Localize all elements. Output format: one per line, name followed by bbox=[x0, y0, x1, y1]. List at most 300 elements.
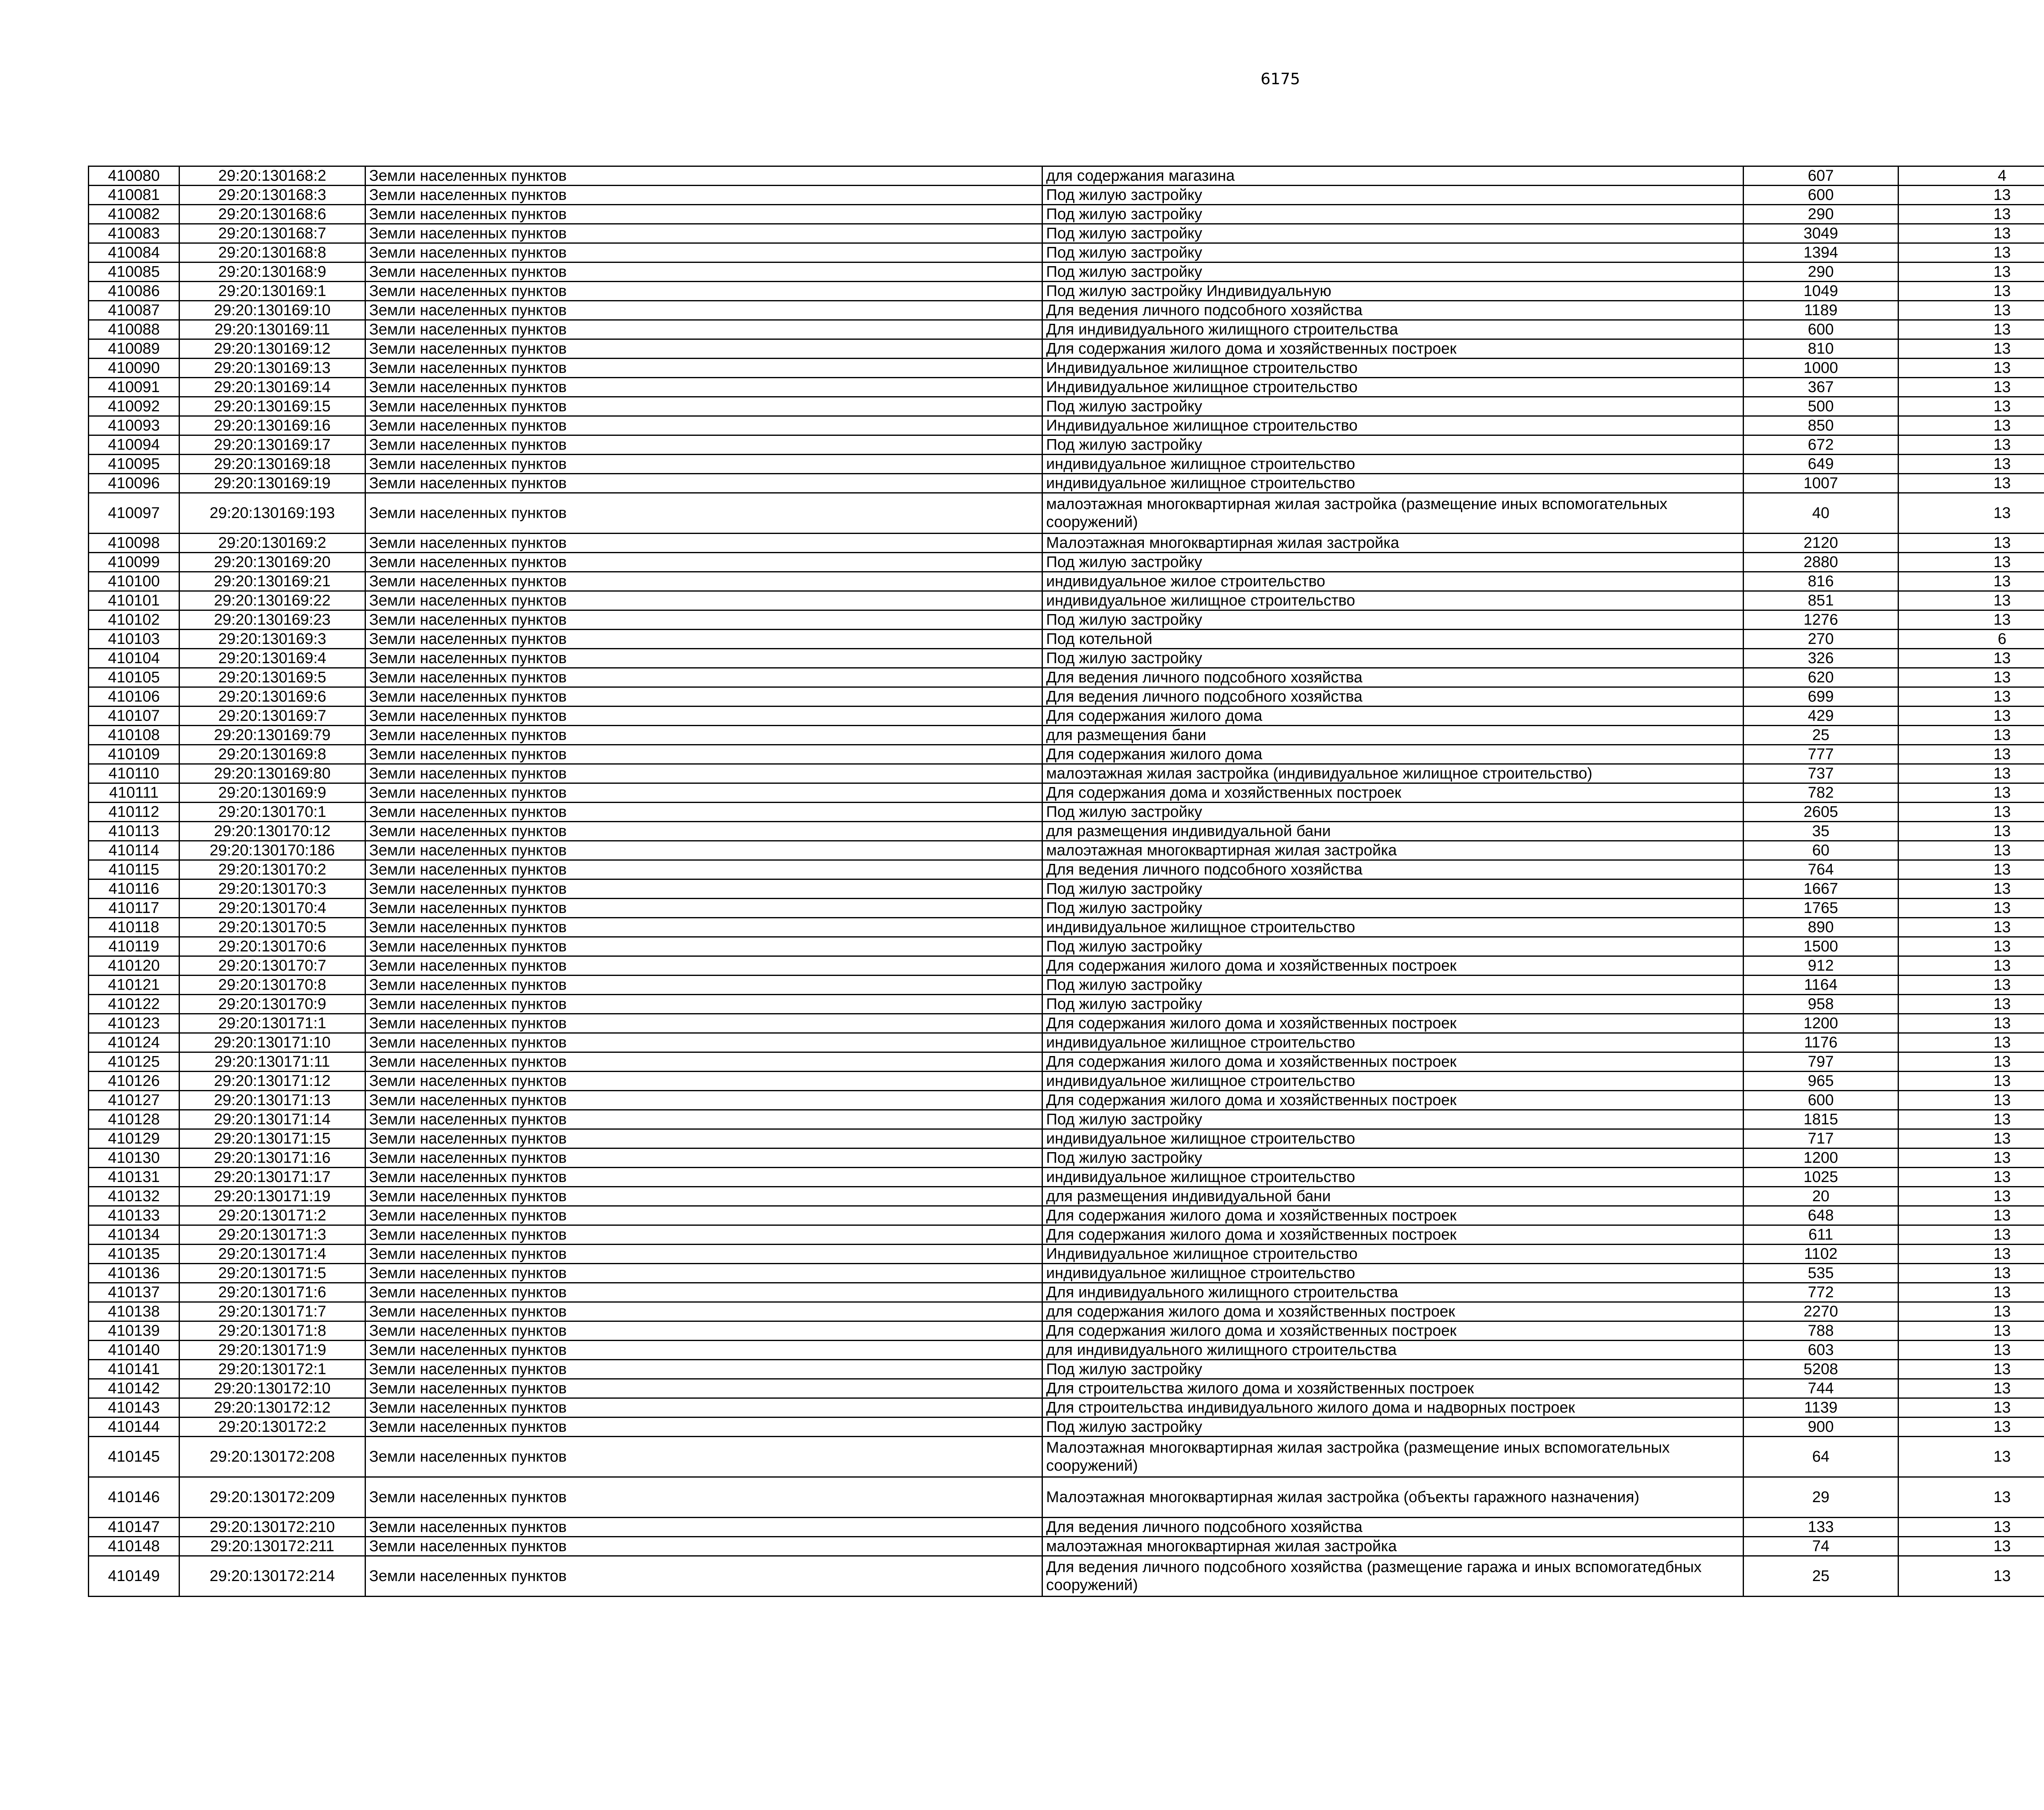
cadastral-number-cell: 29:20:130170:12 bbox=[179, 822, 365, 841]
area-cell: 890 bbox=[1744, 918, 1898, 937]
group-number-cell: 13 bbox=[1898, 841, 2044, 860]
area-cell: 74 bbox=[1744, 1537, 1898, 1556]
table-row bbox=[89, 803, 2044, 822]
area-cell: 500 bbox=[1744, 397, 1898, 416]
group-number-cell: 13 bbox=[1898, 1206, 2044, 1225]
land-category-cell: Земли населенных пунктов bbox=[365, 378, 1042, 397]
area-cell: 782 bbox=[1744, 783, 1898, 803]
area-cell: 1200 bbox=[1744, 1148, 1898, 1168]
row-number-cell: 410142 bbox=[89, 1379, 179, 1398]
group-number-cell: 13 bbox=[1898, 243, 2044, 262]
land-category-cell: Земли населенных пунктов bbox=[365, 1302, 1042, 1321]
land-category-cell: Земли населенных пунктов bbox=[365, 687, 1042, 707]
table-row bbox=[89, 1556, 2044, 1597]
land-category-cell: Земли населенных пунктов bbox=[365, 860, 1042, 879]
row-number-cell: 410132 bbox=[89, 1187, 179, 1206]
group-number-cell: 13 bbox=[1898, 339, 2044, 359]
row-number-cell: 410094 bbox=[89, 435, 179, 455]
cadastral-number-cell: 29:20:130171:1 bbox=[179, 1014, 365, 1033]
row-number-cell: 410107 bbox=[89, 707, 179, 726]
table-row bbox=[89, 822, 2044, 841]
group-number-cell: 13 bbox=[1898, 1341, 2044, 1360]
table-row bbox=[89, 301, 2044, 320]
group-number-cell: 13 bbox=[1898, 1379, 2044, 1398]
group-number-cell: 13 bbox=[1898, 1168, 2044, 1187]
table-row bbox=[89, 166, 2044, 186]
cadastral-number-cell: 29:20:130168:2 bbox=[179, 166, 365, 186]
group-number-cell: 13 bbox=[1898, 1398, 2044, 1417]
permitted-use-cell: Для индивидуального жилищного строительства bbox=[1042, 320, 1744, 339]
group-number-cell: 13 bbox=[1898, 378, 2044, 397]
land-category-cell: Земли населенных пунктов bbox=[365, 1321, 1042, 1341]
row-number-cell: 410098 bbox=[89, 534, 179, 553]
permitted-use-cell: Для содержания жилого дома и хозяйственных построек bbox=[1042, 1321, 1744, 1341]
row-number-cell: 410123 bbox=[89, 1014, 179, 1033]
row-number-cell: 410080 bbox=[89, 166, 179, 186]
permitted-use-cell: Для содержания жилого дома и хозяйственных построек bbox=[1042, 956, 1744, 976]
table-row bbox=[89, 282, 2044, 301]
group-number-cell: 13 bbox=[1898, 591, 2044, 610]
land-category-cell: Земли населенных пунктов bbox=[365, 1360, 1042, 1379]
table-row bbox=[89, 841, 2044, 860]
cadastral-number-cell: 29:20:130172:12 bbox=[179, 1398, 365, 1417]
group-number-cell: 13 bbox=[1898, 1091, 2044, 1110]
group-number-cell: 13 bbox=[1898, 764, 2044, 783]
land-category-cell: Земли населенных пунктов bbox=[365, 474, 1042, 493]
group-number-cell: 13 bbox=[1898, 726, 2044, 745]
permitted-use-cell: Индивидуальное жилищное строительство bbox=[1042, 1245, 1744, 1264]
cadastral-number-cell: 29:20:130170:3 bbox=[179, 879, 365, 899]
row-number-cell: 410141 bbox=[89, 1360, 179, 1379]
cadastral-number-cell: 29:20:130170:2 bbox=[179, 860, 365, 879]
row-number-cell: 410122 bbox=[89, 995, 179, 1014]
permitted-use-cell: Под жилую застройку bbox=[1042, 976, 1744, 995]
group-number-cell: 13 bbox=[1898, 1360, 2044, 1379]
table-row bbox=[89, 783, 2044, 803]
cadastral-number-cell: 29:20:130171:10 bbox=[179, 1033, 365, 1052]
area-cell: 1176 bbox=[1744, 1033, 1898, 1052]
land-category-cell: Земли населенных пунктов bbox=[365, 553, 1042, 572]
group-number-cell: 13 bbox=[1898, 1556, 2044, 1597]
area-cell: 2270 bbox=[1744, 1302, 1898, 1321]
row-number-cell: 410136 bbox=[89, 1264, 179, 1283]
permitted-use-cell: малоэтажная многоквартирная жилая застройка bbox=[1042, 841, 1744, 860]
permitted-use-cell: Под жилую застройку bbox=[1042, 1417, 1744, 1437]
table-row bbox=[89, 1477, 2044, 1518]
group-number-cell: 13 bbox=[1898, 1417, 2044, 1437]
land-category-cell: Земли населенных пунктов bbox=[365, 1014, 1042, 1033]
table-row bbox=[89, 416, 2044, 435]
table-row bbox=[89, 1518, 2044, 1537]
row-number-cell: 410129 bbox=[89, 1129, 179, 1148]
land-category-cell: Земли населенных пунктов bbox=[365, 1091, 1042, 1110]
cadastral-number-cell: 29:20:130169:10 bbox=[179, 301, 365, 320]
area-cell: 1394 bbox=[1744, 243, 1898, 262]
permitted-use-cell: Под жилую застройку bbox=[1042, 243, 1744, 262]
permitted-use-cell: Под жилую застройку bbox=[1042, 1148, 1744, 1168]
group-number-cell: 13 bbox=[1898, 745, 2044, 764]
group-number-cell: 13 bbox=[1898, 262, 2044, 282]
area-cell: 672 bbox=[1744, 435, 1898, 455]
cadastral-number-cell: 29:20:130169:80 bbox=[179, 764, 365, 783]
group-number-cell: 13 bbox=[1898, 1072, 2044, 1091]
group-number-cell: 13 bbox=[1898, 803, 2044, 822]
area-cell: 850 bbox=[1744, 416, 1898, 435]
table-row bbox=[89, 572, 2044, 591]
table-row bbox=[89, 1148, 2044, 1168]
row-number-cell: 410131 bbox=[89, 1168, 179, 1187]
group-number-cell: 13 bbox=[1898, 918, 2044, 937]
table-row bbox=[89, 1168, 2044, 1187]
group-number-cell: 13 bbox=[1898, 205, 2044, 224]
permitted-use-cell: Под жилую застройку bbox=[1042, 1110, 1744, 1129]
table-row bbox=[89, 1014, 2044, 1033]
row-number-cell: 410127 bbox=[89, 1091, 179, 1110]
land-category-cell: Земли населенных пунктов bbox=[365, 803, 1042, 822]
permitted-use-cell: индивидуальное жилищное строительство bbox=[1042, 1264, 1744, 1283]
land-category-cell: Земли населенных пунктов bbox=[365, 1206, 1042, 1225]
cadastral-number-cell: 29:20:130172:209 bbox=[179, 1477, 365, 1518]
area-cell: 611 bbox=[1744, 1225, 1898, 1245]
table-row bbox=[89, 378, 2044, 397]
group-number-cell: 13 bbox=[1898, 668, 2044, 687]
land-category-cell: Земли населенных пунктов bbox=[365, 822, 1042, 841]
row-number-cell: 410128 bbox=[89, 1110, 179, 1129]
permitted-use-cell: Под жилую застройку Индивидуальную bbox=[1042, 282, 1744, 301]
table-row bbox=[89, 1360, 2044, 1379]
area-cell: 737 bbox=[1744, 764, 1898, 783]
permitted-use-cell: Под жилую застройку bbox=[1042, 1360, 1744, 1379]
land-category-cell: Земли населенных пунктов bbox=[365, 1437, 1042, 1477]
group-number-cell: 13 bbox=[1898, 1321, 2044, 1341]
group-number-cell: 13 bbox=[1898, 610, 2044, 630]
group-number-cell: 13 bbox=[1898, 937, 2044, 956]
land-category-cell: Земли населенных пунктов bbox=[365, 166, 1042, 186]
group-number-cell: 13 bbox=[1898, 1187, 2044, 1206]
row-number-cell: 410147 bbox=[89, 1518, 179, 1537]
area-cell: 25 bbox=[1744, 726, 1898, 745]
group-number-cell: 13 bbox=[1898, 435, 2044, 455]
cadastral-number-cell: 29:20:130172:208 bbox=[179, 1437, 365, 1477]
group-number-cell: 13 bbox=[1898, 1283, 2044, 1302]
area-cell: 607 bbox=[1744, 166, 1898, 186]
permitted-use-cell: Для строительства жилого дома и хозяйственных построек bbox=[1042, 1379, 1744, 1398]
area-cell: 3049 bbox=[1744, 224, 1898, 243]
area-cell: 912 bbox=[1744, 956, 1898, 976]
land-category-cell: Земли населенных пунктов bbox=[365, 726, 1042, 745]
land-category-cell: Земли населенных пунктов bbox=[365, 1556, 1042, 1597]
row-number-cell: 410117 bbox=[89, 899, 179, 918]
row-number-cell: 410116 bbox=[89, 879, 179, 899]
land-category-cell: Земли населенных пунктов bbox=[365, 783, 1042, 803]
row-number-cell: 410081 bbox=[89, 186, 179, 205]
table-row bbox=[89, 359, 2044, 378]
land-category-cell: Земли населенных пунктов bbox=[365, 1264, 1042, 1283]
area-cell: 648 bbox=[1744, 1206, 1898, 1225]
permitted-use-cell: для содержания жилого дома и хозяйственных построек bbox=[1042, 1302, 1744, 1321]
area-cell: 1025 bbox=[1744, 1168, 1898, 1187]
cadastral-number-cell: 29:20:130169:20 bbox=[179, 553, 365, 572]
land-category-cell: Земли населенных пунктов bbox=[365, 879, 1042, 899]
area-cell: 2880 bbox=[1744, 553, 1898, 572]
permitted-use-cell: Под жилую застройку bbox=[1042, 205, 1744, 224]
area-cell: 699 bbox=[1744, 687, 1898, 707]
area-cell: 788 bbox=[1744, 1321, 1898, 1341]
table-row bbox=[89, 339, 2044, 359]
land-category-cell: Земли населенных пунктов bbox=[365, 1537, 1042, 1556]
table-row bbox=[89, 205, 2044, 224]
group-number-cell: 13 bbox=[1898, 1014, 2044, 1033]
permitted-use-cell: Для содержания жилого дома и хозяйственных построек bbox=[1042, 1052, 1744, 1072]
row-number-cell: 410083 bbox=[89, 224, 179, 243]
cadastral-number-cell: 29:20:130171:7 bbox=[179, 1302, 365, 1321]
table-row bbox=[89, 860, 2044, 879]
group-number-cell: 13 bbox=[1898, 301, 2044, 320]
area-cell: 1000 bbox=[1744, 359, 1898, 378]
area-cell: 64 bbox=[1744, 1437, 1898, 1477]
land-category-cell: Земли населенных пунктов bbox=[365, 956, 1042, 976]
permitted-use-cell: Под жилую застройку bbox=[1042, 803, 1744, 822]
land-category-cell: Земли населенных пунктов bbox=[365, 435, 1042, 455]
group-number-cell: 13 bbox=[1898, 455, 2044, 474]
table-row bbox=[89, 1398, 2044, 1417]
group-number-cell: 13 bbox=[1898, 860, 2044, 879]
table-row bbox=[89, 455, 2044, 474]
row-number-cell: 410090 bbox=[89, 359, 179, 378]
cadastral-number-cell: 29:20:130169:14 bbox=[179, 378, 365, 397]
land-category-cell: Земли населенных пунктов bbox=[365, 1148, 1042, 1168]
table-row bbox=[89, 1417, 2044, 1437]
area-cell: 620 bbox=[1744, 668, 1898, 687]
land-category-cell: Земли населенных пунктов bbox=[365, 301, 1042, 320]
area-cell: 270 bbox=[1744, 630, 1898, 649]
row-number-cell: 410082 bbox=[89, 205, 179, 224]
area-cell: 535 bbox=[1744, 1264, 1898, 1283]
land-category-cell: Земли населенных пунктов bbox=[365, 416, 1042, 435]
table-row bbox=[89, 1341, 2044, 1360]
land-category-cell: Земли населенных пунктов bbox=[365, 534, 1042, 553]
permitted-use-cell: Для строительства индивидуального жилого дома и надворных построек bbox=[1042, 1398, 1744, 1417]
row-number-cell: 410143 bbox=[89, 1398, 179, 1417]
row-number-cell: 410148 bbox=[89, 1537, 179, 1556]
cadastral-number-cell: 29:20:130171:13 bbox=[179, 1091, 365, 1110]
table-row bbox=[89, 243, 2044, 262]
table-row bbox=[89, 397, 2044, 416]
table-row bbox=[89, 687, 2044, 707]
permitted-use-cell: Под котельной bbox=[1042, 630, 1744, 649]
area-cell: 25 bbox=[1744, 1556, 1898, 1597]
land-category-cell: Земли населенных пунктов bbox=[365, 1225, 1042, 1245]
table-row bbox=[89, 995, 2044, 1014]
row-number-cell: 410106 bbox=[89, 687, 179, 707]
area-cell: 2120 bbox=[1744, 534, 1898, 553]
page-number: 6175 bbox=[1260, 70, 1300, 88]
table-row bbox=[89, 1033, 2044, 1052]
permitted-use-cell: индивидуальное жилищное строительство bbox=[1042, 1072, 1744, 1091]
group-number-cell: 13 bbox=[1898, 474, 2044, 493]
cadastral-number-cell: 29:20:130172:210 bbox=[179, 1518, 365, 1537]
cadastral-number-cell: 29:20:130169:16 bbox=[179, 416, 365, 435]
row-number-cell: 410130 bbox=[89, 1148, 179, 1168]
cadastral-number-cell: 29:20:130169:7 bbox=[179, 707, 365, 726]
area-cell: 1049 bbox=[1744, 282, 1898, 301]
cadastral-number-cell: 29:20:130171:2 bbox=[179, 1206, 365, 1225]
group-number-cell: 13 bbox=[1898, 1052, 2044, 1072]
cadastral-number-cell: 29:20:130170:5 bbox=[179, 918, 365, 937]
permitted-use-cell: для размещения индивидуальной бани bbox=[1042, 822, 1744, 841]
cadastral-number-cell: 29:20:130169:22 bbox=[179, 591, 365, 610]
table-row bbox=[89, 186, 2044, 205]
permitted-use-cell: для размещения индивидуальной бани bbox=[1042, 1187, 1744, 1206]
table-row bbox=[89, 1110, 2044, 1129]
cadastral-number-cell: 29:20:130169:23 bbox=[179, 610, 365, 630]
area-cell: 1667 bbox=[1744, 879, 1898, 899]
area-cell: 603 bbox=[1744, 1341, 1898, 1360]
row-number-cell: 410114 bbox=[89, 841, 179, 860]
cadastral-number-cell: 29:20:130171:8 bbox=[179, 1321, 365, 1341]
table-row bbox=[89, 224, 2044, 243]
table-row bbox=[89, 1206, 2044, 1225]
permitted-use-cell: Для содержания жилого дома bbox=[1042, 745, 1744, 764]
cadastral-number-cell: 29:20:130169:4 bbox=[179, 649, 365, 668]
row-number-cell: 410101 bbox=[89, 591, 179, 610]
cadastral-number-cell: 29:20:130171:9 bbox=[179, 1341, 365, 1360]
group-number-cell: 13 bbox=[1898, 397, 2044, 416]
row-number-cell: 410085 bbox=[89, 262, 179, 282]
table-row bbox=[89, 553, 2044, 572]
permitted-use-cell: Под жилую застройку bbox=[1042, 899, 1744, 918]
table-row bbox=[89, 610, 2044, 630]
permitted-use-cell: Для содержания жилого дома и хозяйственных построек bbox=[1042, 1091, 1744, 1110]
permitted-use-cell: для размещения бани bbox=[1042, 726, 1744, 745]
table-row bbox=[89, 649, 2044, 668]
group-number-cell: 13 bbox=[1898, 1033, 2044, 1052]
row-number-cell: 410096 bbox=[89, 474, 179, 493]
group-number-cell: 13 bbox=[1898, 899, 2044, 918]
row-number-cell: 410138 bbox=[89, 1302, 179, 1321]
row-number-cell: 410111 bbox=[89, 783, 179, 803]
cadastral-number-cell: 29:20:130170:1 bbox=[179, 803, 365, 822]
permitted-use-cell: Под жилую застройку bbox=[1042, 879, 1744, 899]
row-number-cell: 410126 bbox=[89, 1072, 179, 1091]
area-cell: 1102 bbox=[1744, 1245, 1898, 1264]
group-number-cell: 13 bbox=[1898, 493, 2044, 534]
land-category-cell: Земли населенных пунктов bbox=[365, 1283, 1042, 1302]
land-category-cell: Земли населенных пунктов bbox=[365, 282, 1042, 301]
table-row bbox=[89, 1537, 2044, 1556]
group-number-cell: 13 bbox=[1898, 976, 2044, 995]
table-row bbox=[89, 956, 2044, 976]
permitted-use-cell: Для содержания жилого дома и хозяйственных построек bbox=[1042, 1206, 1744, 1225]
permitted-use-cell: Под жилую застройку bbox=[1042, 186, 1744, 205]
cadastral-number-cell: 29:20:130169:15 bbox=[179, 397, 365, 416]
row-number-cell: 410113 bbox=[89, 822, 179, 841]
row-number-cell: 410134 bbox=[89, 1225, 179, 1245]
area-cell: 60 bbox=[1744, 841, 1898, 860]
cadastral-number-cell: 29:20:130169:18 bbox=[179, 455, 365, 474]
row-number-cell: 410097 bbox=[89, 493, 179, 534]
cadastral-number-cell: 29:20:130169:19 bbox=[179, 474, 365, 493]
land-category-cell: Земли населенных пунктов bbox=[365, 1052, 1042, 1072]
row-number-cell: 410086 bbox=[89, 282, 179, 301]
land-category-cell: Земли населенных пунктов bbox=[365, 359, 1042, 378]
group-number-cell: 13 bbox=[1898, 416, 2044, 435]
permitted-use-cell: Под жилую застройку bbox=[1042, 937, 1744, 956]
cadastral-number-cell: 29:20:130168:3 bbox=[179, 186, 365, 205]
permitted-use-cell: Для ведения личного подсобного хозяйства bbox=[1042, 668, 1744, 687]
land-category-cell: Земли населенных пунктов bbox=[365, 262, 1042, 282]
cadastral-number-cell: 29:20:130169:9 bbox=[179, 783, 365, 803]
permitted-use-cell: индивидуальное жилищное строительство bbox=[1042, 474, 1744, 493]
group-number-cell: 13 bbox=[1898, 282, 2044, 301]
cadastral-number-cell: 29:20:130171:15 bbox=[179, 1129, 365, 1148]
permitted-use-cell: Для ведения личного подсобного хозяйства bbox=[1042, 1518, 1744, 1537]
row-number-cell: 410144 bbox=[89, 1417, 179, 1437]
land-category-cell: Земли населенных пунктов bbox=[365, 1129, 1042, 1148]
permitted-use-cell: Для содержания жилого дома и хозяйственных построек bbox=[1042, 1014, 1744, 1033]
row-number-cell: 410145 bbox=[89, 1437, 179, 1477]
table-row bbox=[89, 320, 2044, 339]
land-category-cell: Земли населенных пунктов bbox=[365, 339, 1042, 359]
table-row bbox=[89, 879, 2044, 899]
cadastral-number-cell: 29:20:130172:214 bbox=[179, 1556, 365, 1597]
group-number-cell: 13 bbox=[1898, 1225, 2044, 1245]
permitted-use-cell: Малоэтажная многоквартирная жилая застройка (размещение иных вспомогательных сооружений) bbox=[1042, 1437, 1744, 1477]
land-category-cell: Земли населенных пунктов bbox=[365, 1072, 1042, 1091]
group-number-cell: 13 bbox=[1898, 1148, 2044, 1168]
group-number-cell: 13 bbox=[1898, 553, 2044, 572]
row-number-cell: 410100 bbox=[89, 572, 179, 591]
permitted-use-cell: Для содержания жилого дома и хозяйственных построек bbox=[1042, 339, 1744, 359]
table-row bbox=[89, 726, 2044, 745]
land-category-cell: Земли населенных пунктов bbox=[365, 630, 1042, 649]
area-cell: 1189 bbox=[1744, 301, 1898, 320]
row-number-cell: 410103 bbox=[89, 630, 179, 649]
land-category-cell: Земли населенных пунктов bbox=[365, 591, 1042, 610]
table-row bbox=[89, 1072, 2044, 1091]
permitted-use-cell: Для ведения личного подсобного хозяйства bbox=[1042, 687, 1744, 707]
cadastral-number-cell: 29:20:130169:17 bbox=[179, 435, 365, 455]
area-cell: 290 bbox=[1744, 262, 1898, 282]
cadastral-number-cell: 29:20:130171:14 bbox=[179, 1110, 365, 1129]
land-category-cell: Земли населенных пунктов bbox=[365, 937, 1042, 956]
cadastral-number-cell: 29:20:130169:6 bbox=[179, 687, 365, 707]
area-cell: 797 bbox=[1744, 1052, 1898, 1072]
area-cell: 133 bbox=[1744, 1518, 1898, 1537]
area-cell: 367 bbox=[1744, 378, 1898, 397]
area-cell: 600 bbox=[1744, 320, 1898, 339]
area-cell: 777 bbox=[1744, 745, 1898, 764]
area-cell: 1815 bbox=[1744, 1110, 1898, 1129]
group-number-cell: 13 bbox=[1898, 1110, 2044, 1129]
land-category-cell: Земли населенных пунктов bbox=[365, 243, 1042, 262]
row-number-cell: 410089 bbox=[89, 339, 179, 359]
group-number-cell: 13 bbox=[1898, 1129, 2044, 1148]
land-category-cell: Земли населенных пунктов bbox=[365, 1187, 1042, 1206]
cadastral-number-cell: 29:20:130171:11 bbox=[179, 1052, 365, 1072]
group-number-cell: 13 bbox=[1898, 1264, 2044, 1283]
area-cell: 764 bbox=[1744, 860, 1898, 879]
group-number-cell: 13 bbox=[1898, 1537, 2044, 1556]
permitted-use-cell: Для содержания жилого дома и хозяйственных построек bbox=[1042, 1225, 1744, 1245]
row-number-cell: 410135 bbox=[89, 1245, 179, 1264]
land-category-cell: Земли населенных пунктов bbox=[365, 1341, 1042, 1360]
row-number-cell: 410149 bbox=[89, 1556, 179, 1597]
row-number-cell: 410121 bbox=[89, 976, 179, 995]
cadastral-number-cell: 29:20:130169:5 bbox=[179, 668, 365, 687]
row-number-cell: 410108 bbox=[89, 726, 179, 745]
table-row bbox=[89, 1129, 2044, 1148]
